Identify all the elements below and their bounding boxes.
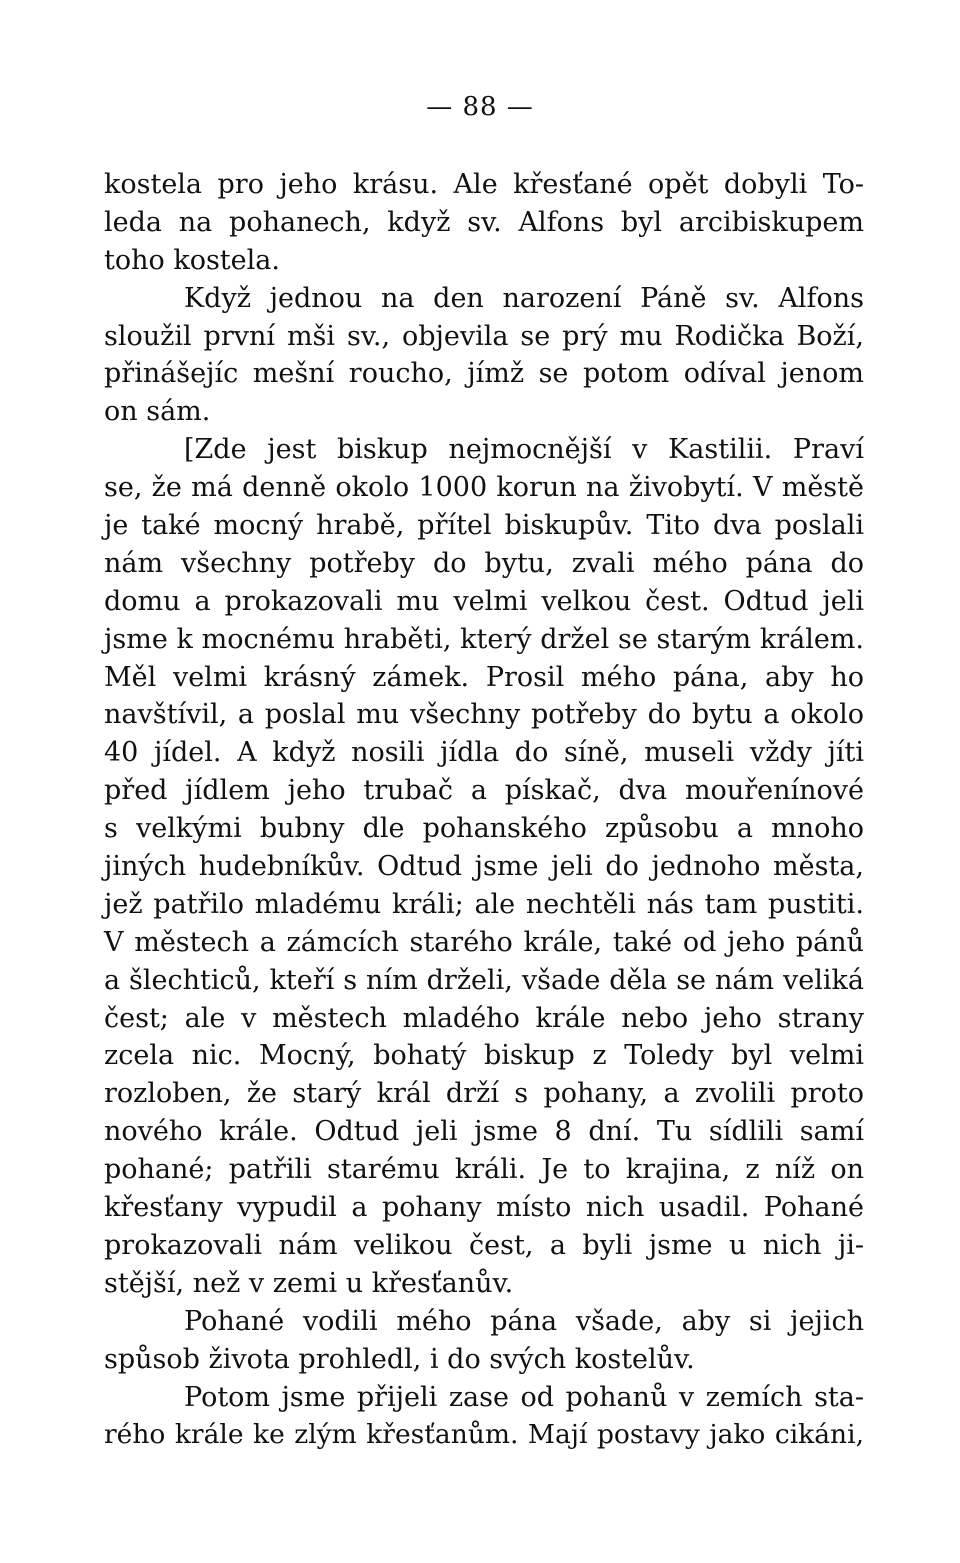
text-line: Když jednou na den narození Páně sv. Alfons — [184, 282, 864, 314]
text-line: Pohané vodili mého pána všade, aby si jejich — [184, 1305, 864, 1337]
text-line: toho kostela. — [104, 244, 280, 276]
text-line: zcela nic. Mocný, bohatý biskup z Toledy byl velmi — [104, 1040, 864, 1072]
text-line: Potom jsme přijeli zase od pohanů v zemích sta- — [184, 1381, 864, 1413]
text-line: leda na pohanech, když sv. Alfons byl arcibiskupem — [104, 206, 864, 238]
text-line: V městech a zámcích starého krále, také od jeho pánů — [104, 926, 864, 958]
text-line: před jídlem jeho trubač a pískač, dva mouřenínové — [104, 775, 864, 807]
text-line: je také mocný hrabě, přítel biskupův. Tito dva poslali — [104, 510, 864, 542]
text-line: on sám. — [104, 396, 211, 428]
text-line: s velkými bubny dle pohanského způsobu a mnoho — [104, 813, 864, 845]
text-line: a šlechticů, kteří s ním drželi, všade děla se nám veliká — [104, 964, 864, 996]
text-line: křesťany vypudil a pohany místo nich usadil. Pohané — [104, 1192, 864, 1224]
page-number: — 88 — — [426, 92, 534, 122]
text-line: jež patřilo mladému králi; ale nechtěli nás tam pustiti. — [104, 888, 864, 920]
text-line: rozloben, že starý král drží s pohany, a zvolili proto — [104, 1078, 864, 1110]
text-line: navštívil, a poslal mu všechny potřeby do bytu a okolo — [104, 699, 864, 731]
text-line: [Zde jest biskup nejmocnější v Kastilii. Praví — [184, 434, 864, 466]
text-line: prokazovali nám velikou čest, a byli jsme u nich ji- — [104, 1229, 864, 1261]
text-line: stější, než v zemi u křesťanův. — [104, 1267, 514, 1299]
text-line: nám všechny potřeby do bytu, zvali mého pána do — [104, 547, 864, 579]
text-line: Měl velmi krásný zámek. Prosil mého pána, aby ho — [104, 661, 864, 693]
text-line: rého krále ke zlým křesťanům. Mají postavy jako cikáni, — [104, 1419, 864, 1451]
text-line: jiných hudebníkův. Odtud jsme jeli do jednoho města, — [104, 851, 864, 883]
text-line: pohané; patřili starému králi. Je to krajina, z níž on — [104, 1154, 864, 1186]
text-line: 40 jídel. A když nosili jídla do síně, museli vždy jíti — [104, 737, 864, 769]
text-line: spůsob života prohledl, i do svých kostelův. — [104, 1343, 695, 1375]
body-text — [104, 166, 864, 1454]
text-line: nového krále. Odtud jeli jsme 8 dní. Tu sídlili samí — [104, 1116, 864, 1148]
text-line: čest; ale v městech mladého krále nebo jeho strany — [104, 1002, 864, 1034]
text-line: přinášejíc mešní roucho, jímž se potom odíval jenom — [104, 358, 864, 390]
text-line: se, že má denně okolo 1000 korun na živobytí. V městě — [104, 472, 864, 504]
text-line: kostela pro jeho krásu. Ale křesťané opět dobyli To- — [104, 169, 864, 200]
text-line: jsme k mocnému hraběti, který držel se starým králem. — [104, 623, 864, 655]
text-line: sloužil první mši sv., objevila se prý mu Rodička Boží, — [104, 320, 864, 352]
text-line: domu a prokazovali mu velmi velkou čest. Odtud jeli — [104, 585, 864, 617]
